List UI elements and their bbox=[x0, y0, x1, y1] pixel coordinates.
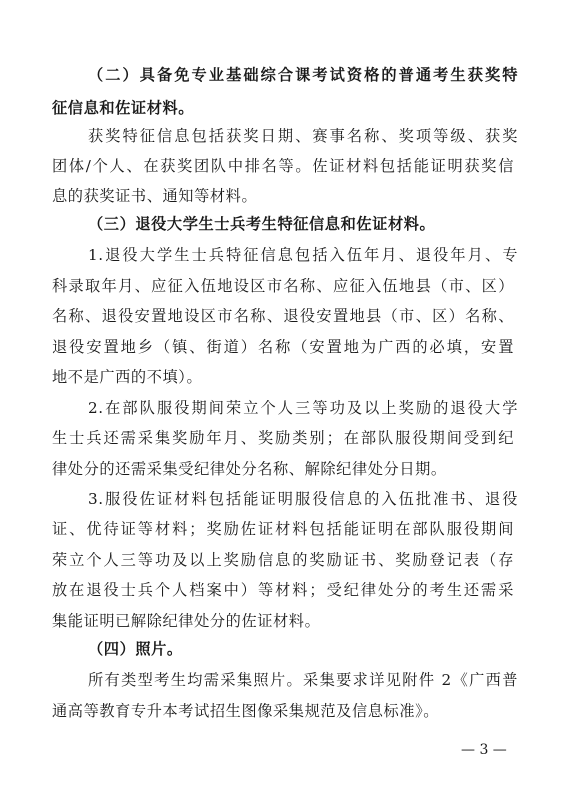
section-heading-3: （三）退役大学生士兵考生特征信息和佐证材料。 bbox=[88, 215, 436, 233]
section-heading-2-cont: 征信息和佐证材料。 bbox=[52, 99, 195, 117]
paragraph-line: 1.退役大学生士兵特征信息包括入伍年月、退役年月、专 bbox=[88, 246, 518, 264]
page-number: — 3 — bbox=[461, 742, 507, 758]
paragraph-line: 获奖特征信息包括获奖日期、赛事名称、奖项等级、获奖 bbox=[88, 127, 518, 145]
paragraph-line: 3.服役佐证材料包括能证明服役信息的入伍批准书、退役 bbox=[88, 490, 518, 508]
section-heading-4: （四）照片。 bbox=[88, 640, 183, 658]
paragraph-line: 证、优待证等材料；奖励佐证材料包括能证明在部队服役期间 bbox=[52, 520, 514, 538]
paragraph-line: 退役安置地乡（镇、街道）名称（安置地为广西的必填，安置 bbox=[52, 338, 514, 356]
paragraph-line: 通高等教育专升本考试招生图像采集规范及信息标准》。 bbox=[52, 702, 440, 720]
paragraph-line: 集能证明已解除纪律处分的佐证材料。 bbox=[52, 612, 321, 630]
paragraph-line: 所有类型考生均需采集照片。采集要求详见附件 2《广西普 bbox=[88, 671, 518, 689]
paragraph-line: 地不是广西的不填）。 bbox=[52, 368, 203, 386]
paragraph-line: 律处分的还需采集受纪律处分名称、解除纪律处分日期。 bbox=[52, 460, 447, 478]
section-heading-2: （二）具备免专业基础综合课考试资格的普通考生获奖特 bbox=[88, 66, 518, 84]
paragraph-line: 2.在部队服役期间荣立个人三等功及以上奖励的退役大学 bbox=[88, 399, 518, 417]
paragraph-line: 生士兵还需采集奖励年月、奖励类别；在部队服役期间受到纪 bbox=[52, 429, 514, 447]
paragraph-line: 息的获奖证书、通知等材料。 bbox=[52, 187, 258, 205]
paragraph-line: 荣立个人三等功及以上奖励信息的奖励证书、奖励登记表（存 bbox=[52, 551, 514, 569]
paragraph-line: 科录取年月、应征入伍地设区市名称、应征入伍地县（市、区） bbox=[52, 277, 514, 295]
paragraph-line: 放在退役士兵个人档案中）等材料；受纪律处分的考生还需采 bbox=[52, 581, 514, 599]
paragraph-line: 名称、退役安置地设区市名称、退役安置地县（市、区）名称、 bbox=[52, 307, 514, 325]
paragraph-line: 团体/个人、在获奖团队中排名等。佐证材料包括能证明获奖信 bbox=[52, 157, 514, 175]
